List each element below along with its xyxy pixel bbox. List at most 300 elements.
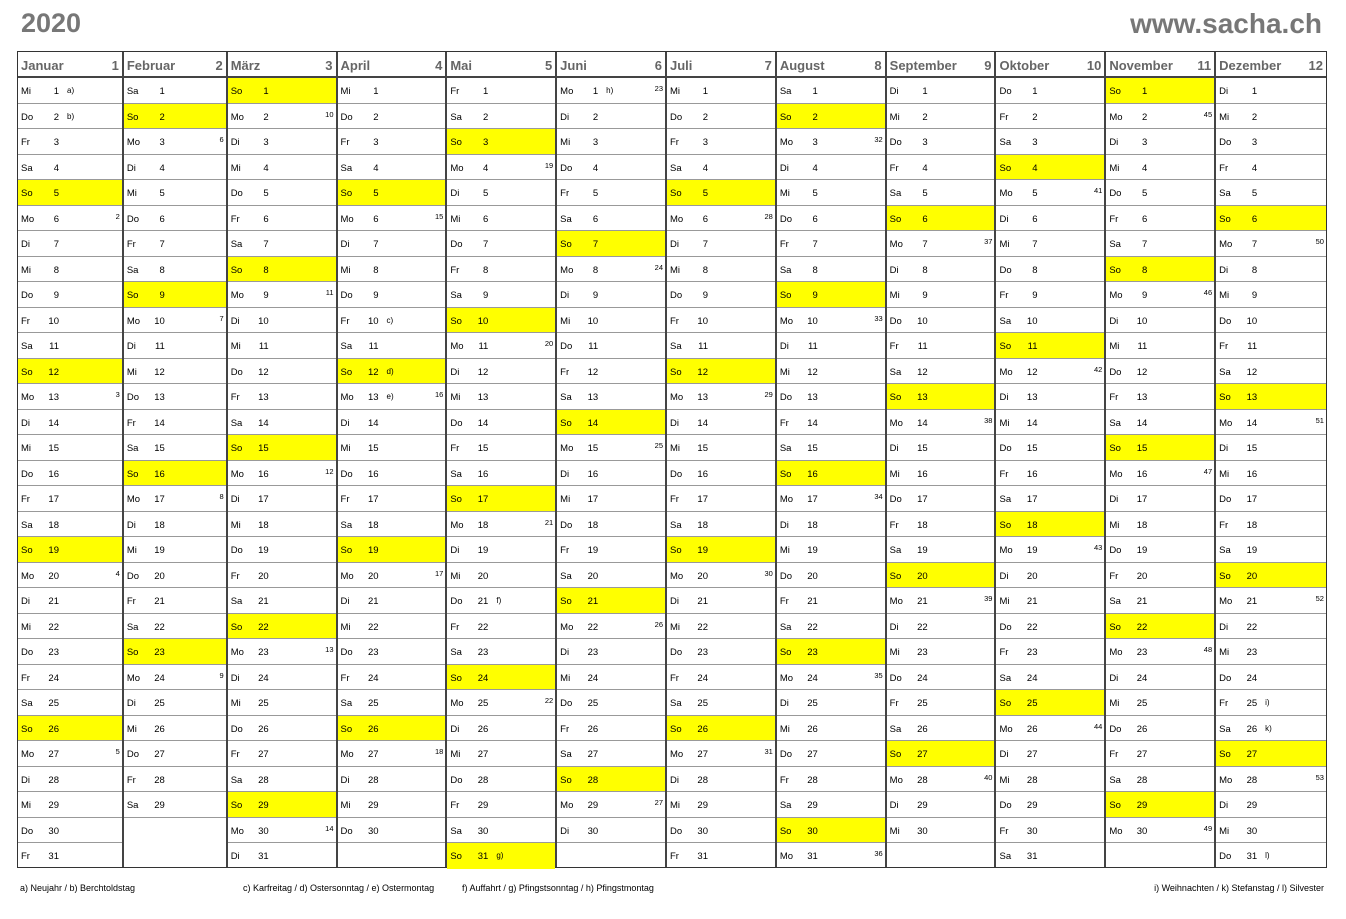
day-number: 3 — [53, 137, 59, 148]
weekday: Fr — [889, 162, 899, 174]
day-number: 1 — [1251, 86, 1258, 97]
day-number: 21 — [477, 596, 489, 607]
weekday: Mo — [126, 494, 141, 505]
day-cell — [338, 78, 446, 104]
weekday: Fr — [779, 239, 789, 250]
day-number: 23 — [917, 647, 928, 658]
day-cell — [447, 104, 555, 130]
week-number: 24 — [654, 262, 663, 272]
day-cell — [447, 486, 555, 512]
day-number: 9 — [812, 290, 818, 301]
week-number: 45 — [1203, 109, 1213, 119]
day-number: 8 — [483, 264, 489, 276]
day-number: 14 — [807, 417, 818, 429]
day-number: 1 — [159, 86, 165, 97]
day-cell — [1106, 231, 1214, 257]
day-cell — [557, 665, 665, 691]
day-number: 11 — [154, 341, 165, 352]
day-cell — [228, 486, 336, 512]
weekday: Di — [889, 86, 899, 97]
weekday: Di — [1109, 137, 1119, 148]
day-number: 29 — [367, 800, 379, 811]
weekday: Mi — [1219, 290, 1230, 301]
weekday: Mi — [999, 774, 1010, 786]
day-number: 31 — [477, 851, 489, 862]
day-cell — [18, 359, 122, 385]
day-cell — [667, 308, 775, 334]
day-number: 4 — [1142, 162, 1148, 174]
day-cell — [667, 461, 775, 487]
day-number: 29 — [1026, 800, 1038, 811]
weekday: Di — [999, 213, 1009, 225]
day-cell — [1106, 410, 1214, 436]
month-column — [447, 52, 557, 867]
day-number: 28 — [1246, 774, 1258, 786]
weekday: So — [999, 519, 1012, 531]
day-number: 7 — [483, 239, 489, 250]
week-number: 48 — [1203, 645, 1213, 654]
day-cell — [557, 716, 665, 742]
weekday: Do — [126, 213, 139, 225]
day-cell — [667, 767, 775, 793]
day-number: 15 — [917, 443, 928, 454]
weekday: Fr — [230, 213, 240, 225]
weekday: Sa — [999, 494, 1012, 505]
weekday: Mo — [779, 137, 794, 148]
day-number: 18 — [807, 519, 818, 531]
weekday: Mi — [450, 392, 461, 403]
day-cell — [667, 716, 775, 742]
day-number: 14 — [258, 417, 269, 429]
weekday: Sa — [21, 519, 33, 531]
day-number: 26 — [154, 723, 165, 735]
weekday: Do — [560, 519, 573, 531]
weekday: Mi — [670, 443, 681, 454]
weekday: So — [450, 494, 462, 505]
day-number: 25 — [807, 698, 818, 709]
day-number: 30 — [587, 825, 599, 837]
weekday: So — [560, 774, 572, 786]
day-cell — [338, 435, 446, 461]
day-cell — [338, 359, 446, 385]
day-cell — [557, 257, 665, 283]
weekday: Sa — [340, 698, 353, 709]
weekday: Do — [779, 749, 792, 760]
day-cell — [1216, 410, 1326, 436]
day-number: 6 — [263, 213, 269, 225]
day-cell — [667, 206, 775, 232]
day-cell — [996, 308, 1104, 334]
day-number: 20 — [587, 570, 599, 582]
day-cell — [557, 767, 665, 793]
week-number: 33 — [874, 313, 883, 323]
month-header — [124, 52, 226, 78]
legend-holidays-pentecost: f) Auffahrt / g) Pfingstsonntag / h) Pfingstmontag — [462, 883, 654, 893]
weekday: Sa — [779, 264, 792, 276]
weekday: So — [1219, 570, 1231, 582]
weekday: Fr — [230, 749, 240, 760]
weekday: Mo — [230, 111, 244, 123]
day-cell — [777, 767, 885, 793]
day-cell — [1216, 792, 1326, 818]
day-number: 26 — [1026, 723, 1038, 735]
weekday: Mi — [340, 800, 351, 811]
day-cell — [1106, 308, 1214, 334]
day-cell — [228, 767, 336, 793]
day-cell — [228, 359, 336, 385]
day-number: 25 — [1136, 698, 1148, 709]
month-number: 10 — [1086, 58, 1102, 73]
week-number: 40 — [984, 772, 993, 782]
weekday: Do — [670, 111, 683, 123]
day-number: 27 — [154, 749, 165, 760]
day-cell — [996, 792, 1104, 818]
week-number: 14 — [325, 823, 334, 833]
day-number: 9 — [702, 290, 708, 301]
day-cell — [777, 308, 885, 334]
day-number: 7 — [159, 239, 165, 250]
day-cell — [124, 155, 226, 181]
weekday: Mo — [560, 86, 574, 97]
weekday: Fr — [340, 494, 350, 505]
day-number: 12 — [917, 366, 928, 378]
day-cell — [447, 843, 555, 869]
day-number: 30 — [917, 825, 928, 837]
day-number: 15 — [154, 443, 165, 454]
day-number: 8 — [159, 264, 165, 276]
day-number: 27 — [587, 749, 599, 760]
weekday: Fr — [1109, 749, 1119, 760]
weekday: Fr — [450, 264, 460, 276]
weekday: Fr — [670, 315, 679, 327]
day-number: 29 — [477, 800, 489, 811]
day-number: 19 — [587, 545, 599, 556]
month-column — [228, 52, 338, 867]
month-header — [996, 52, 1104, 78]
holiday-note: h) — [606, 86, 614, 95]
weekday: Fr — [450, 443, 460, 454]
holiday-note: e) — [386, 392, 394, 401]
week-number: 5 — [115, 747, 120, 756]
weekday: Mo — [560, 621, 574, 633]
day-cell — [124, 308, 226, 334]
day-cell — [124, 563, 226, 589]
day-number: 5 — [53, 188, 59, 199]
day-number: 14 — [917, 417, 928, 429]
weekday: Mi — [999, 596, 1010, 607]
day-number: 28 — [1136, 774, 1148, 786]
weekday: Mo — [450, 341, 464, 352]
day-cell — [447, 767, 555, 793]
day-cell — [1106, 690, 1214, 716]
weekday: Mi — [21, 264, 32, 276]
weekday: Do — [560, 341, 573, 352]
day-cell — [124, 716, 226, 742]
day-number: 14 — [48, 417, 59, 429]
week-number: 16 — [435, 390, 444, 399]
day-number: 20 — [367, 570, 379, 582]
day-cell — [1106, 180, 1214, 206]
day-number: 21 — [697, 596, 708, 607]
day-cell — [447, 639, 555, 665]
weekday: So — [230, 800, 243, 811]
weekday: Mi — [889, 825, 900, 837]
week-number: 19 — [544, 160, 554, 170]
weekday: Mi — [230, 698, 241, 709]
weekday: Do — [1109, 188, 1122, 199]
day-cell — [228, 461, 336, 487]
week-number: 8 — [219, 492, 224, 501]
weekday: Mi — [126, 366, 137, 378]
weekday: Di — [670, 417, 679, 429]
day-cell — [887, 639, 995, 665]
weekday: Di — [560, 111, 570, 123]
day-number: 26 — [48, 723, 59, 735]
weekday: Do — [1109, 366, 1122, 378]
week-number: 3 — [115, 390, 120, 399]
day-cell — [447, 282, 555, 308]
day-cell — [447, 78, 555, 104]
weekday: Di — [889, 264, 899, 276]
weekday: Do — [230, 723, 243, 735]
day-number: 28 — [807, 774, 818, 786]
day-cell — [18, 792, 122, 818]
day-cell — [447, 512, 555, 538]
week-number: 44 — [1093, 721, 1103, 731]
day-cell — [18, 180, 122, 206]
weekday: So — [230, 621, 243, 633]
weekday: So — [779, 647, 792, 658]
weekday: Di — [340, 417, 350, 429]
month-number: 12 — [1308, 58, 1323, 73]
weekday: Mo — [1109, 111, 1123, 123]
day-cell — [1216, 639, 1326, 665]
day-cell — [777, 180, 885, 206]
day-cell — [1106, 563, 1214, 589]
day-number: 10 — [807, 315, 818, 327]
day-cell — [18, 486, 122, 512]
weekday: Fr — [230, 570, 240, 582]
day-cell — [887, 665, 995, 691]
weekday: Di — [779, 162, 789, 174]
day-cell — [338, 104, 446, 130]
weekday: Do — [450, 774, 463, 786]
day-cell — [1216, 155, 1326, 181]
day-number: 13 — [917, 392, 928, 403]
day-cell — [557, 155, 665, 181]
weekday: Do — [889, 494, 902, 505]
day-number: 3 — [263, 137, 269, 148]
day-cell — [557, 792, 665, 818]
week-number: 43 — [1093, 543, 1103, 552]
day-cell — [557, 282, 665, 308]
day-cell — [887, 716, 995, 742]
day-number: 18 — [154, 519, 165, 531]
weekday: Fr — [21, 851, 30, 862]
day-number: 14 — [367, 417, 379, 429]
weekday: So — [126, 290, 139, 301]
day-cell — [996, 206, 1104, 232]
day-number: 9 — [592, 290, 599, 301]
weekday: Di — [670, 596, 679, 607]
day-cell — [124, 767, 226, 793]
day-number: 1 — [373, 86, 379, 97]
day-cell — [667, 180, 775, 206]
day-cell — [1106, 384, 1214, 410]
day-cell — [338, 741, 446, 767]
day-number: 17 — [587, 494, 599, 505]
day-number: 7 — [1032, 239, 1038, 250]
day-number: 14 — [587, 417, 599, 429]
day-number: 27 — [258, 749, 269, 760]
day-cell — [124, 206, 226, 232]
day-number: 16 — [154, 468, 165, 480]
week-number: 2 — [115, 211, 120, 221]
weekday: Sa — [1219, 723, 1231, 735]
day-number: 13 — [48, 392, 59, 403]
month-header — [777, 52, 885, 78]
day-number: 14 — [697, 417, 708, 429]
day-number: 26 — [1136, 723, 1148, 735]
day-number: 29 — [1246, 800, 1258, 811]
day-cell — [887, 486, 995, 512]
month-header — [1216, 52, 1326, 78]
day-cell — [777, 843, 885, 869]
month-column — [338, 52, 448, 867]
weekday: Mi — [230, 162, 241, 174]
day-cell — [228, 792, 336, 818]
day-cell — [338, 818, 446, 844]
day-cell — [228, 231, 336, 257]
day-cell — [124, 690, 226, 716]
day-number: 30 — [1136, 825, 1148, 837]
month-number: 7 — [764, 58, 772, 73]
day-number: 24 — [258, 672, 269, 684]
weekday: Di — [889, 800, 899, 811]
week-number: 6 — [219, 135, 224, 144]
day-number: 9 — [1142, 290, 1148, 301]
weekday: So — [21, 545, 33, 556]
day-number: 11 — [49, 341, 59, 352]
weekday: Do — [450, 239, 463, 250]
day-number: 27 — [48, 749, 59, 760]
weekday: Sa — [340, 162, 353, 174]
day-number: 9 — [1032, 290, 1038, 301]
day-number: 6 — [1142, 213, 1148, 225]
weekday: Di — [126, 698, 136, 709]
day-cell — [18, 843, 122, 869]
day-cell — [1216, 716, 1326, 742]
weekday: Do — [1219, 494, 1232, 505]
day-number: 1 — [702, 86, 708, 97]
day-number: 21 — [1026, 596, 1038, 607]
day-number: 27 — [697, 749, 708, 760]
day-number: 5 — [812, 188, 818, 199]
weekday: Sa — [230, 596, 243, 607]
day-cell — [1216, 435, 1326, 461]
weekday: Di — [1219, 264, 1229, 276]
weekday: Fr — [1219, 698, 1229, 709]
weekday: So — [450, 851, 462, 862]
day-cell — [124, 333, 226, 359]
weekday: Do — [889, 315, 902, 327]
day-cell — [996, 690, 1104, 716]
day-cell — [887, 333, 995, 359]
week-number: 39 — [984, 594, 993, 603]
day-number: 21 — [1136, 596, 1148, 607]
day-number: 21 — [587, 596, 599, 607]
day-cell — [996, 359, 1104, 385]
day-cell — [887, 129, 995, 155]
day-cell — [996, 180, 1104, 206]
day-number: 30 — [477, 825, 489, 837]
day-cell — [1216, 129, 1326, 155]
day-cell — [557, 690, 665, 716]
day-number: 22 — [697, 621, 708, 633]
weekday: Mi — [779, 723, 790, 735]
day-cell — [557, 741, 665, 767]
day-cell — [777, 155, 885, 181]
weekday: Mi — [1109, 162, 1120, 174]
day-cell — [18, 129, 122, 155]
day-number: 3 — [592, 137, 599, 148]
month-header — [887, 52, 995, 78]
weekday: Sa — [670, 698, 682, 709]
day-cell — [887, 104, 995, 130]
day-cell — [124, 639, 226, 665]
day-cell — [667, 486, 775, 512]
day-number: 4 — [812, 162, 818, 174]
day-cell — [18, 435, 122, 461]
weekday: Mi — [340, 86, 351, 97]
month-name: März — [230, 58, 261, 73]
day-cell — [777, 359, 885, 385]
weekday: Mo — [450, 162, 464, 174]
day-number: 26 — [477, 723, 489, 735]
day-number: 8 — [1142, 264, 1148, 276]
day-number: 1 — [1032, 86, 1038, 97]
day-cell — [777, 129, 885, 155]
day-cell — [1106, 818, 1214, 844]
day-cell — [338, 563, 446, 589]
day-number: 4 — [53, 162, 59, 174]
day-number: 25 — [697, 698, 708, 709]
weekday: Sa — [450, 468, 462, 480]
week-number: 49 — [1203, 823, 1213, 833]
weekday: So — [340, 545, 353, 556]
day-number: 2 — [483, 111, 489, 123]
day-cell — [228, 282, 336, 308]
weekday: Sa — [1109, 596, 1121, 607]
weekday: Mo — [340, 392, 354, 403]
weekday: Do — [230, 545, 243, 556]
day-number: 10 — [258, 315, 269, 327]
day-number: 4 — [159, 162, 165, 174]
day-number: 12 — [1136, 366, 1148, 378]
day-cell — [1106, 537, 1214, 563]
day-cell — [777, 741, 885, 767]
weekday: Do — [889, 672, 902, 684]
weekday: Do — [670, 468, 683, 480]
weekday: Sa — [126, 443, 139, 454]
week-number: 25 — [654, 441, 663, 450]
day-number: 29 — [1136, 800, 1148, 811]
day-number: 13 — [587, 392, 599, 403]
day-number: 16 — [1136, 468, 1148, 480]
day-number: 31 — [697, 851, 708, 862]
day-cell — [447, 563, 555, 589]
day-number: 14 — [1136, 417, 1148, 429]
